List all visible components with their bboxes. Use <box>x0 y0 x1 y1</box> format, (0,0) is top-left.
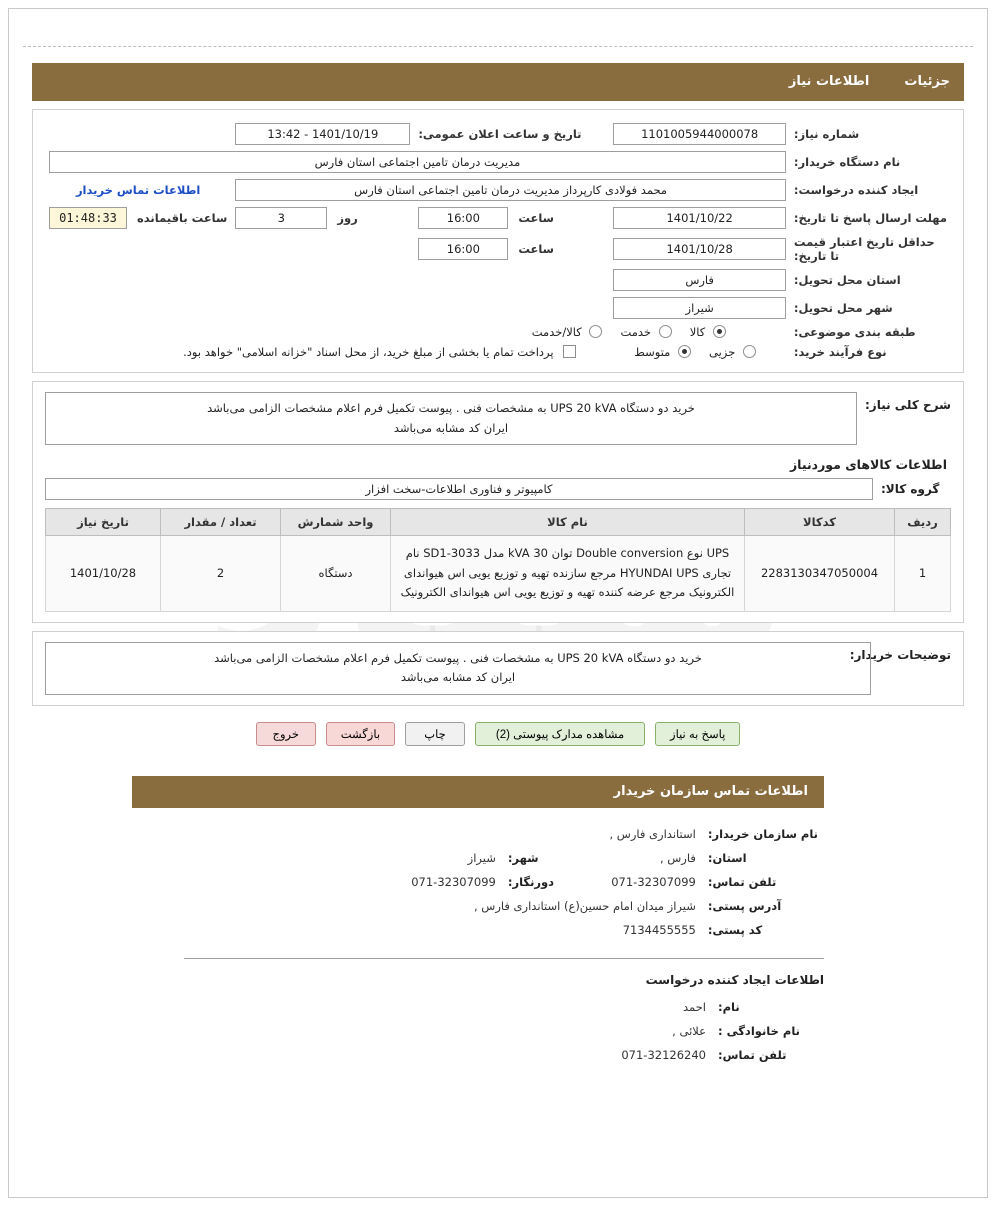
creator-phone-value: 071-32126240 <box>621 1047 706 1062</box>
row-deadline <box>45 204 951 232</box>
creator-name-value: احمد <box>683 999 706 1014</box>
contact-row-phone <box>382 870 824 894</box>
buyer-desc-line-1: خرید دو دستگاه UPS 20 kVA به مشخصات فنی . پیوست تکمیل فرم اعلام مشخصات الزامی می‌باشد <box>214 650 702 665</box>
need-number-value: 1101005944000078 <box>613 123 786 145</box>
buyer-desc-box <box>45 642 871 695</box>
contact-section-header: اطلاعات تماس سازمان خریدار <box>132 776 824 808</box>
city-value: شیراز <box>613 297 786 319</box>
summary-box <box>45 392 857 445</box>
table-row <box>46 536 951 612</box>
city-cell <box>609 294 790 322</box>
classification-option-kala-label: کالا <box>689 325 706 339</box>
deadline-label: مهلت ارسال پاسخ تا تاریخ: <box>793 211 947 225</box>
col-code: کدکالا <box>745 509 895 536</box>
top-divider <box>23 9 973 47</box>
contact-link-cell <box>45 176 231 204</box>
classification-option-khedmat[interactable] <box>620 325 671 339</box>
row-buyer-org <box>45 148 951 176</box>
radio-motavaset-icon[interactable] <box>678 345 691 358</box>
contact-row-address <box>382 894 824 918</box>
process-option-motavaset[interactable] <box>634 345 691 359</box>
goods-header-row <box>46 509 951 536</box>
deadline-hour-value: 16:00 <box>418 207 508 229</box>
goods-table-head <box>46 509 951 536</box>
buyer-desc-label: توضیحات خریدار: <box>849 647 951 662</box>
tab-details[interactable]: جزئیات <box>904 74 950 89</box>
row-creator <box>45 176 951 204</box>
creator-row-phone <box>592 1043 824 1067</box>
contact-city-value: شیراز <box>467 850 496 865</box>
process-option-motavaset-label: متوسط <box>634 345 671 359</box>
goods-title: اطلاعات کالاهای موردنیاز <box>789 457 947 473</box>
summary-row <box>45 392 951 445</box>
contact-phone-value: 071-32307099 <box>611 874 696 889</box>
buyer-contact-link[interactable]: اطلاعات تماس خریدار <box>75 183 201 197</box>
validity-date-value: 1401/10/28 <box>613 238 786 260</box>
need-info-table <box>45 120 951 362</box>
contact-city-label: شهر: <box>507 850 539 865</box>
classification-label: طبقه بندی موضوعی: <box>793 325 916 339</box>
row-city <box>45 294 951 322</box>
treasury-checkbox[interactable] <box>563 345 576 358</box>
validity-hour-label: ساعت <box>518 242 554 256</box>
creator-section-title: اطلاعات ایجاد کننده درخواست <box>645 972 824 987</box>
col-need-date: تاریخ نیاز <box>46 509 161 536</box>
goods-panel <box>32 381 964 623</box>
classification-option-kala-khedmat[interactable] <box>532 325 603 339</box>
creator-table <box>592 995 824 1067</box>
creator-label: ایجاد کننده درخواست: <box>793 183 919 197</box>
announce-label: تاریخ و ساعت اعلان عمومی: <box>418 127 582 141</box>
remaining-countdown: 01:48:33 <box>49 207 127 229</box>
deadline-hour-cell <box>414 204 609 232</box>
remaining-cell <box>45 204 231 232</box>
answer-need-button[interactable]: پاسخ به نیاز <box>655 722 740 746</box>
announce-cell <box>231 120 414 148</box>
deadline-date-cell <box>609 204 790 232</box>
contact-fax-value: 071-32307099 <box>411 874 496 889</box>
radio-jozei-icon[interactable] <box>743 345 756 358</box>
validity-hour-value: 16:00 <box>418 238 508 260</box>
classification-option-kala-khedmat-label: کالا/خدمت <box>531 325 582 339</box>
process-option-jozei[interactable] <box>709 345 756 359</box>
row-province <box>45 266 951 294</box>
back-button[interactable]: بازگشت <box>326 722 395 746</box>
cell-name: UPS نوع Double conversion توان 30 kVA مدل SD1-3033 نام تجاری HYUNDAI UPS مرجع سازنده تهیه و توزیع یویی اس هیوانداى الکترونیک مرجع عرضه کننده تهیه و توزیع یویی اس هیوانداى الکترونیک <box>391 536 745 612</box>
contact-spacer-2 <box>382 822 502 846</box>
validity-hour-cell <box>414 232 609 266</box>
creator-row-name <box>592 995 824 1019</box>
deadline-date-value: 1401/10/22 <box>613 207 786 229</box>
need-number-cell <box>609 120 790 148</box>
radio-kala-khedmat-icon[interactable] <box>589 325 602 338</box>
contact-province-label: استان: <box>707 850 747 865</box>
col-qty: تعداد / مقدار <box>161 509 281 536</box>
summary-label: شرح کلی نیاز: <box>865 398 951 412</box>
announce-value: 1401/10/19 - 13:42 <box>235 123 410 145</box>
contact-postal-label: کد پستی: <box>707 922 763 937</box>
contact-address-value: شیراز میدان امام حسین(ع) استانداری فارس , <box>473 898 696 913</box>
creator-cell <box>231 176 790 204</box>
spacer-1 <box>45 120 231 148</box>
classification-cell <box>45 322 790 342</box>
summary-line-1: خرید دو دستگاه UPS 20 kVA به مشخصات فنی . پیوست تکمیل فرم اعلام مشخصات الزامی می‌باشد <box>207 401 695 415</box>
creator-phone-label: تلفن تماس: <box>718 1047 787 1062</box>
creator-family-value: علائی , <box>672 1023 706 1038</box>
spacer-5 <box>45 294 609 322</box>
contact-section <box>32 776 964 1067</box>
col-unit: واحد شمارش <box>281 509 391 536</box>
spacer-4 <box>45 266 609 294</box>
creator-row-family <box>592 1019 824 1043</box>
buyer-desc-row <box>45 642 951 695</box>
contact-postal-value: 7134455555 <box>622 922 696 937</box>
spacer-2 <box>231 232 414 266</box>
validity-label: حداقل تاریخ اعتبار قیمت تا تاریخ: <box>793 235 935 263</box>
summary-line-2: ایران کد مشابه می‌باشد <box>393 420 509 435</box>
contact-org-label: نام سازمان خریدار: <box>707 826 818 841</box>
days-cell <box>231 204 414 232</box>
cell-unit: دستگاه <box>281 536 391 612</box>
deadline-hour-label: ساعت <box>518 211 554 225</box>
creator-value: محمد فولادی کارپرداز مدیریت درمان تامین اجتماعی استان فارس <box>235 179 786 201</box>
action-button-row <box>9 722 987 746</box>
radio-khedmat-icon[interactable] <box>659 325 672 338</box>
remaining-label: ساعت باقیمانده <box>137 211 228 225</box>
exit-button[interactable]: خروج <box>256 722 316 746</box>
classification-option-kala[interactable] <box>690 325 726 339</box>
contact-body <box>32 808 824 1067</box>
need-info-panel <box>32 109 964 373</box>
days-label: روز <box>337 211 358 225</box>
treasury-note-wrap <box>183 345 576 359</box>
contact-address-label: آدرس پستی: <box>707 898 782 913</box>
goods-group-value: کامپیوتر و فناوری اطلاعات-سخت افزار <box>45 478 873 500</box>
contact-phone-label: تلفن تماس: <box>707 874 777 889</box>
cell-qty: 2 <box>161 536 281 612</box>
contact-province-value: فارس , <box>659 850 696 865</box>
contact-divider <box>184 958 824 959</box>
buyer-org-label: نام دستگاه خریدار: <box>793 155 901 169</box>
goods-group-label: گروه کالا: <box>881 482 940 497</box>
contact-row-postal <box>382 918 824 942</box>
buyer-org-value: مدیریت درمان تامین اجتماعی استان فارس <box>49 151 786 173</box>
buyer-org-cell <box>45 148 790 176</box>
contact-row-province <box>382 846 824 870</box>
cell-row: 1 <box>895 536 951 612</box>
treasury-note: پرداخت تمام یا بخشی از مبلغ خرید، از محل اسناد "خزانه اسلامی" خواهد بود. <box>183 345 554 359</box>
contact-fax-label: دورنگار: <box>507 874 555 889</box>
contact-table <box>382 822 824 942</box>
tab-need-info[interactable]: اطلاعات نیاز <box>788 74 870 89</box>
validity-date-cell <box>609 232 790 266</box>
row-validity <box>45 232 951 266</box>
days-value: 3 <box>235 207 327 229</box>
section-header-need-info <box>32 63 964 101</box>
goods-table-body <box>46 536 951 612</box>
creator-family-label: نام خانوادگی : <box>718 1023 800 1038</box>
cell-code: 2283130347050004 <box>745 536 895 612</box>
classification-option-khedmat-label: خدمت <box>620 325 652 339</box>
city-label: شهر محل تحویل: <box>793 301 893 315</box>
view-attachments-button[interactable]: مشاهده مدارک پیوستی (2) <box>475 722 645 746</box>
province-label: استان محل تحویل: <box>793 273 901 287</box>
radio-kala-icon[interactable] <box>713 325 726 338</box>
process-option-jozei-label: جزیی <box>709 345 736 359</box>
province-value: فارس <box>613 269 786 291</box>
print-button[interactable]: چاپ <box>405 722 465 746</box>
spacer-3 <box>45 232 231 266</box>
contact-spacer-1 <box>502 822 582 846</box>
row-process <box>45 342 951 362</box>
contact-org-value: استانداری فارس , <box>609 826 696 841</box>
page-frame <box>8 8 988 1198</box>
goods-table <box>45 508 951 612</box>
process-cell <box>45 342 790 362</box>
cell-need-date: 1401/10/28 <box>46 536 161 612</box>
process-label: نوع فرآیند خرید: <box>793 345 887 359</box>
creator-name-label: نام: <box>718 999 740 1014</box>
col-name: نام کالا <box>391 509 745 536</box>
row-classification <box>45 322 951 342</box>
buyer-desc-line-2: ایران کد مشابه می‌باشد <box>400 670 516 685</box>
buyer-desc-panel <box>32 631 964 706</box>
col-row: ردیف <box>895 509 951 536</box>
province-cell <box>609 266 790 294</box>
need-number-label: شماره نیاز: <box>793 127 860 141</box>
row-need-number <box>45 120 951 148</box>
page-content <box>9 9 987 1067</box>
goods-group-row <box>45 478 951 500</box>
contact-row-org <box>382 822 824 846</box>
